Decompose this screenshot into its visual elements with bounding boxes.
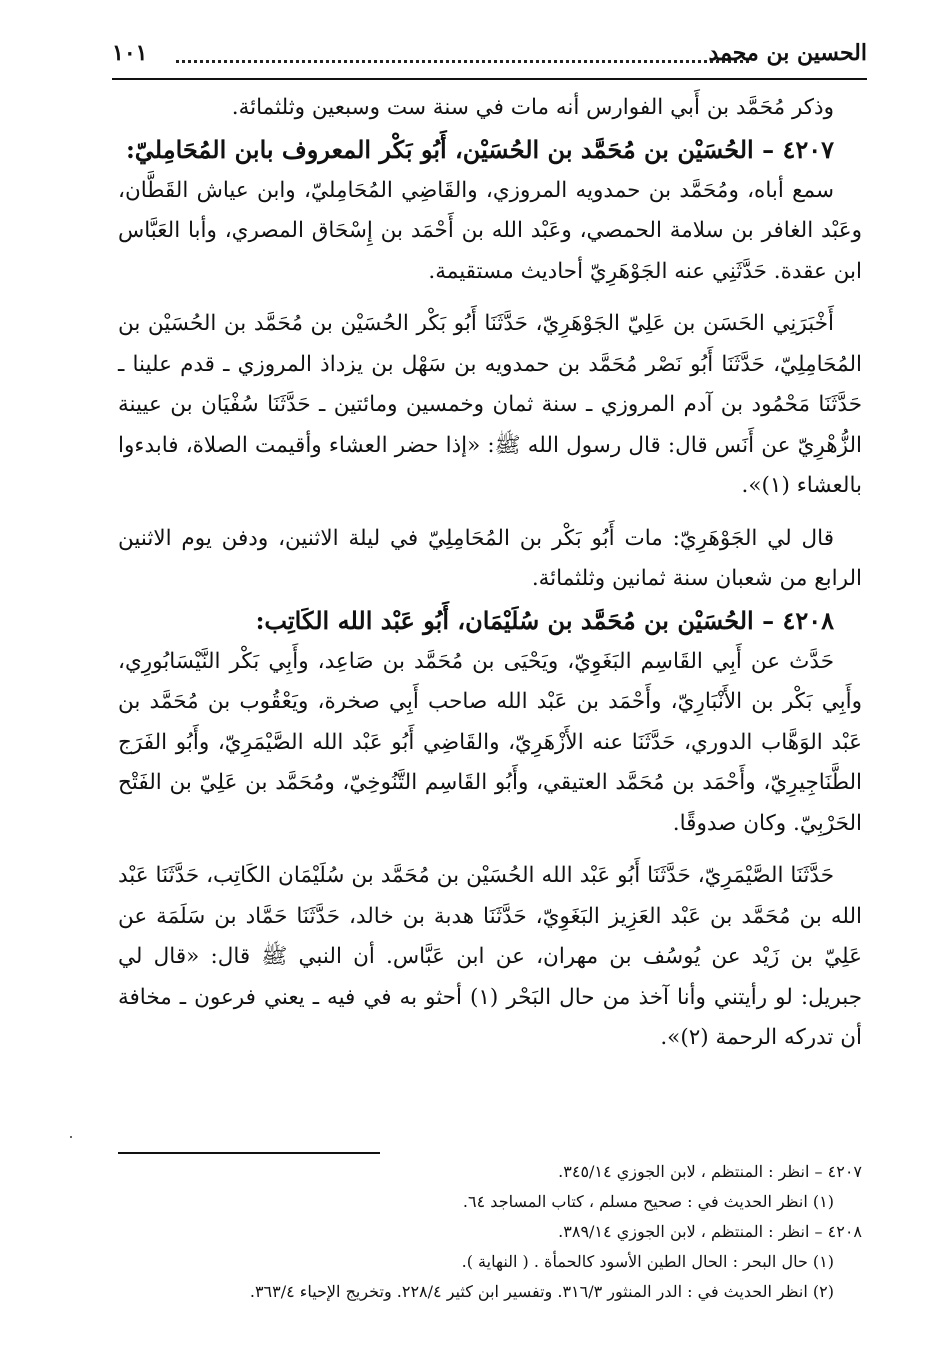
header-title: الحسين بن محمد [703,40,867,66]
entry-heading-4208: ٤٢٠٨ – الحُسَيْن بن مُحَمَّد بن سُلَيْمَان، أَبُو عَبْد الله الكَاتِب: [255,605,834,635]
page-number: ١٠١ [112,40,148,66]
footnote-4208-2: (٢) انظر الحديث في : الدر المنثور ٣١٦/٣. وتفسير ابن كثير ٢٢٨/٤. وتخريج الإحياء ٣٦٣/٤. [249,1282,834,1301]
entry-4208-paragraph-2: حَدَّثَنَا الصَّيْمَرِيّ، حَدَّثَنَا أَبُو عَبْد الله الحُسَيْن بن مُحَمَّد بن سُلَيْمَان الكَاتِب، حَدَّثَنَا عَبْد الله بن مُحَمَّد بن عَبْد العَزِيز البَغَوِيّ، حَدَّثَنَا هدبة بن خالد، حَدَّثَنَا حَمَّاد بن سَلَمَة عن عَلِيّ بن زَيْد عن يُوسُف بن مهران، عن ابن عَبَّاس. أن النبي ﷺ قال: «قال لي جبريل: لو رأيتني وأنا آخذ من حال البَحْر (١) أحثو به في فيه ـ يعني فرعون ـ مخافة أن تدركه الرحمة (٢)». [118,863,863,1050]
main-text [118,88,862,1059]
intro-line: وذكر مُحَمَّد بن أَبي الفوارس أنه مات في سنة ست وسبعين وثلثمائة. [231,95,834,120]
footnote-separator [118,1152,380,1154]
footnote-4208: ٤٢٠٨ – انظر : المنتظم ، لابن الجوزي ٣٨٩/١٤. [558,1222,862,1241]
footnote-4208-1: (١) حال البحر : الحال الطين الأسود كالحمأة . ( النهاية ). [461,1252,834,1271]
entry-4207-paragraph-1: سمع أباه، ومُحَمَّد بن حمدويه المروزي، والقَاضِي المُحَامِليّ، وابن عياش القَطَّان، وعَبْد الغافر بن سلامة الحمصي، وعَبْد الله بن أَحْمَد بن إِسْحَاق المصري، وأبا العَبَّاس ابن عقدة. حَدَّثَنِي عنه الجَوْهَرِيّ أحاديث مستقيمة. [118,177,862,284]
footnote-4207: ٤٢٠٧ – انظر : المنتظم ، لابن الجوزي ٣٤٥/١٤. [558,1162,862,1181]
entry-4208-paragraph-1: حَدَّث عن أَبِي القَاسِم البَغَوِيّ، ويَحْيَى بن مُحَمَّد بن صَاعِد، وأَبِي بَكْر النَّيْسَابُورِي، وأَبِي بَكْر بن الأَنْبَارِيّ، وأَحْمَد بن عَبْد الله صاحب أَبِي صخرة، ويَعْقُوب بن مُحَمَّد بن عَبْد الوَهَّاب الدوري، حَدَّثَنَا عنه الأَزْهَرِيّ، والقَاضِي أَبُو عَبْد الله الصَّيْمَرِيّ، وأَبُو الفَرَج الطَّنَاجِيرِيّ، وأَحْمَد بن مُحَمَّد العتيقي، وأَبُو القَاسِم التَّنُوخِيّ، ومُحَمَّد بن عَلِيّ بن الفَتْح الحَرْبِيّ. وكان صدوقًا. [118,648,862,836]
footnote-4207-1: (١) انظر الحديث في : صحيح مسلم ، كتاب المساجد ٦٤. [462,1192,834,1211]
entry-heading-4207: ٤٢٠٧ – الحُسَيْن بن مُحَمَّد بن الحُسَيْن، أَبُو بَكْر المعروف بابن المُحَامِليّ: [125,134,834,164]
header-leader-dots [176,44,749,63]
entry-4207-paragraph-3: قال لي الجَوْهَرِيّ: مات أَبُو بَكْر بن المُحَامِلِيّ في ليلة الاثنين، ودفن يوم الاثنين الرابع من شعبان سنة ثمانين وثلثمائة. [118,525,862,591]
footnotes [118,1157,862,1307]
entry-4207-paragraph-2: أَخْبَرَنِي الحَسَن بن عَلِيّ الجَوْهَرِيّ، حَدَّثَنَا أَبُو بَكْر الحُسَيْن بن مُحَمَّد بن الحُسَيْن بن المُحَامِلِيّ، حَدَّثَنَا أَبُو نَصْر مُحَمَّد بن حمدويه بن سَهْل بن يزداذ المروزي ـ قدم علينا ـ حَدَّثَنَا مَحْمُود بن آدم المروزي ـ سنة ثمان وخمسين ومائتين ـ حَدَّثَنَا سُفْيَان بن عيينة الزُّهْرِيّ عن أَنَس قال: قال رسول الله ﷺ: «إذا حضر العشاء وأقيمت الصلاة، فابدءوا بالعشاء (١)». [118,311,862,498]
running-header [112,38,867,80]
margin-mark [70,1136,72,1138]
